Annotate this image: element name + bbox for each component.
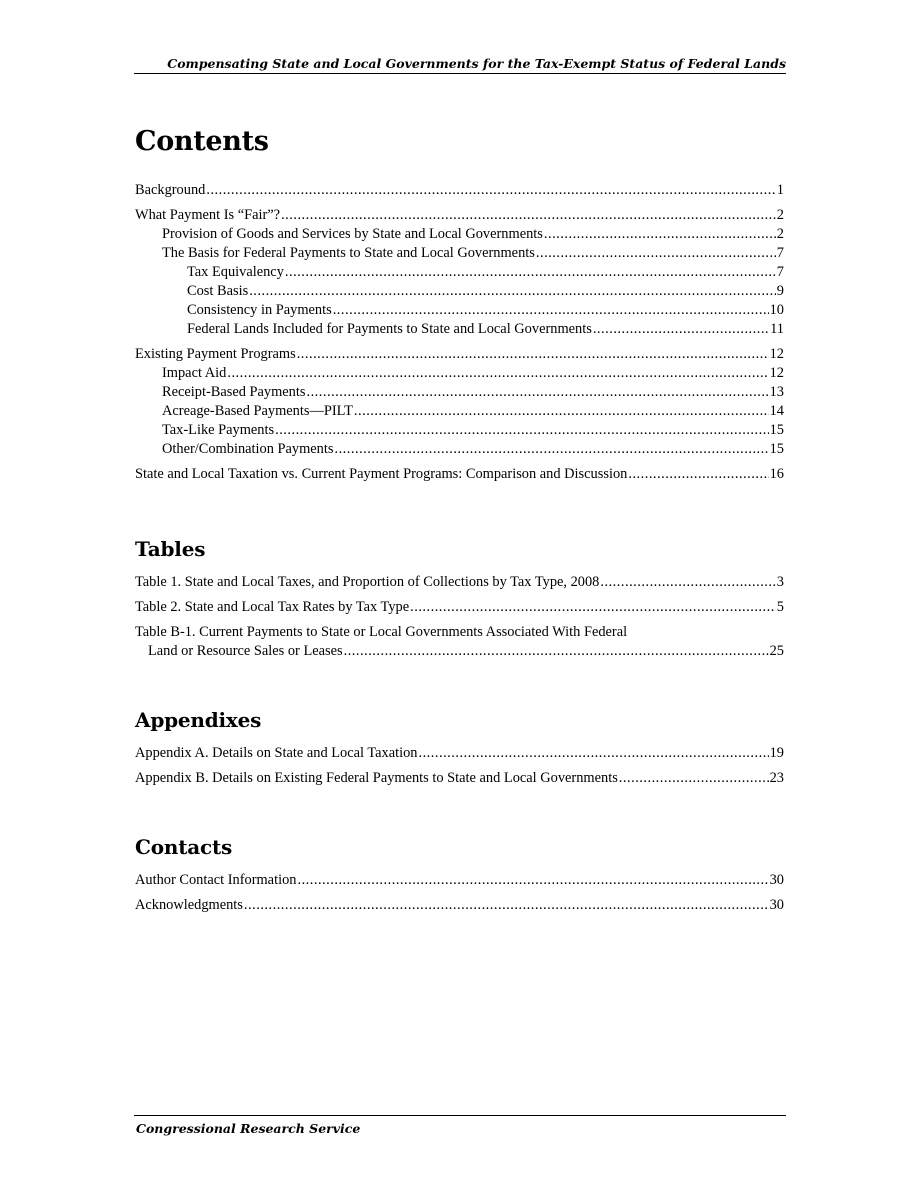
toc-entry[interactable]: Other/Combination Payments ..... 15: [135, 440, 784, 459]
toc-entry[interactable]: Acreage-Based Payments—PILT ..... 14: [135, 402, 784, 421]
appendixes-heading: Appendixes: [135, 708, 262, 732]
footer-rule: [134, 1115, 786, 1116]
contact-entry[interactable]: Acknowledgments ..... 30: [135, 896, 784, 915]
toc-entry[interactable]: Cost Basis ..... 9: [135, 282, 784, 301]
toc-entry[interactable]: Tax-Like Payments ..... 15: [135, 421, 784, 440]
tables-section: [135, 537, 784, 661]
toc-entry[interactable]: The Basis for Federal Payments to State and Local Governments ..... 7: [135, 244, 784, 263]
appendix-entry[interactable]: Appendix B. Details on Existing Federal Payments to State and Local Governments ..... 23: [135, 769, 784, 788]
running-header: Compensating State and Local Governments for the Tax-Exempt Status of Federal Lands: [167, 56, 786, 71]
contents-list: [135, 181, 784, 484]
table-of-contents: [135, 126, 784, 915]
table-entry[interactable]: Table 1. State and Local Taxes, and Proportion of Collections by Tax Type, 2008 ..... 3: [135, 573, 784, 592]
contents-heading: Contents: [135, 126, 269, 157]
toc-entry[interactable]: Tax Equivalency ..... 7: [135, 263, 784, 282]
table-entry[interactable]: Table 2. State and Local Tax Rates by Tax Type ..... 5: [135, 598, 784, 617]
toc-entry[interactable]: Provision of Goods and Services by State and Local Governments ..... 2: [135, 225, 784, 244]
contacts-section: [135, 835, 784, 915]
toc-entry[interactable]: State and Local Taxation vs. Current Payment Programs: Comparison and Discussion ..... 16: [135, 465, 784, 484]
toc-entry[interactable]: Background ..... 1: [135, 181, 784, 200]
toc-entry[interactable]: Federal Lands Included for Payments to State and Local Governments ..... 11: [135, 320, 784, 339]
contact-entry[interactable]: Author Contact Information ..... 30: [135, 871, 784, 890]
toc-entry[interactable]: Consistency in Payments ..... 10: [135, 301, 784, 320]
toc-entry[interactable]: What Payment Is “Fair”? ..... 2: [135, 206, 784, 225]
appendixes-section: [135, 708, 784, 788]
toc-entry[interactable]: Receipt-Based Payments ..... 13: [135, 383, 784, 402]
tables-heading: Tables: [135, 537, 206, 561]
header-rule: [134, 73, 786, 74]
toc-entry[interactable]: Impact Aid ..... 12: [135, 364, 784, 383]
contacts-heading: Contacts: [135, 835, 233, 859]
appendix-entry[interactable]: Appendix A. Details on State and Local Taxation ..... 19: [135, 744, 784, 763]
table-entry[interactable]: Table B-1. Current Payments to State or Local Governments Associated With Federal Land or Resource Sales or Leases ..... 25: [135, 623, 784, 661]
running-footer: Congressional Research Service: [136, 1121, 361, 1136]
toc-entry[interactable]: Existing Payment Programs ..... 12: [135, 345, 784, 364]
